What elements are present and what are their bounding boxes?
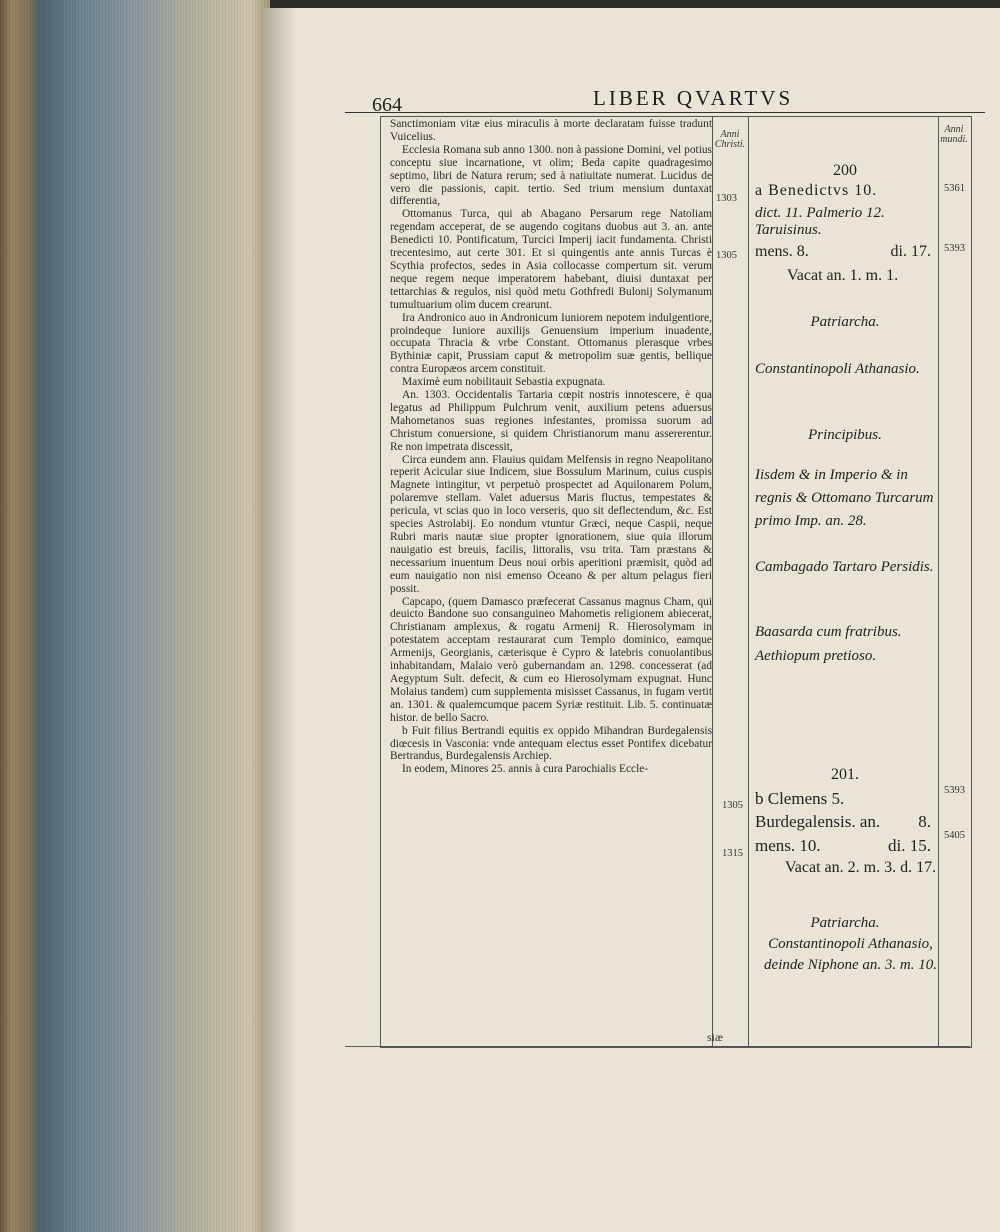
pontiff-name: a Benedictvs 10.: [755, 182, 878, 199]
year-anni-christi: 1305: [722, 800, 743, 811]
year-anni-mundi: 5393: [944, 785, 965, 796]
column-rule-1: [712, 116, 713, 1046]
pontiff-name: [755, 787, 935, 833]
column-rule-2: [748, 116, 749, 1046]
catchword: siæ: [707, 1030, 724, 1044]
pontiff-years: 8.: [918, 812, 931, 831]
patriarcha-heading: Patriarcha.: [810, 314, 880, 330]
paragraph: In eodem, Minores 25. annis à cura Parochialis Eccle-: [402, 763, 649, 776]
pontiff-detail: dict. 11. Palmerio 12. Taruisinus.: [755, 205, 885, 238]
pontiff-number: 200: [833, 162, 857, 179]
column-rule-3: [938, 116, 939, 1046]
anni-christi-header: Anni Christi.: [714, 129, 746, 150]
year-anni-christi: 1305: [716, 250, 737, 261]
days-value: di. 15.: [888, 836, 931, 855]
paragraph: Ecclesia Romana sub anno 1300. non à passione Domini, vel potius conceptu siue incarnatione, vt olim; Beda capite quadragesimo septimo, libri de Natura rerum; sed à natiuitate numerat. Lucidus de vero die passionis, capit. tertio. Sed trium mensium duntaxat differentia,: [390, 143, 712, 208]
anni-mundi-header: Anni mundi.: [940, 124, 968, 145]
ethiopian-ruler: Baasarda cum fratribus. Aethiopum pretioso.: [755, 624, 902, 664]
footer-rule: [345, 1046, 970, 1047]
patriarcha-heading: Patriarcha.: [810, 915, 880, 931]
paragraph: Capcapo, (quem Damasco præfecerat Cassanus magnus Cham, qui deuicto Bandone suo consanguineo Mahometis religionem abiecerat, Christianam amplexus, & rogatu Armenij R. Hierosolymam in potestatem acceptam restaurarat cum Templo dominico, eamque Armenijs, Georgianis, cæterisque è Cypro & latebris conuolantibus inhabitandam, Malaio verò gubernandam an. 1298. concesserat (ad Aegyptum Sult. defecit, & cum eo Hierosolymam expugnat. Hunc Molaius tandem) cum supplementa misisset Cassanus, in fugam vertit an. 1301. & qualemcumque pacem Syriæ restituit. Lib. 5. continuatæ histor. de bello Sacro.: [390, 595, 712, 724]
year-anni-christi: 1303: [716, 193, 737, 204]
paragraph: Ottomanus Turca, qui ab Abagano Persarum rege Natoliam regendam acceperat, de se augendo cogitans duobus aut 3. an. ante Benedicti 10. Pontificatum, Turcici Imperij iacit fundamenta. Christi trecentesimo, aut certe 301. Et si quingentis ante annis Turcas è Scythia profectos, sedes in Asia collocasse compertum sit. verum neque regem neque imperatorem habebant, diuisi duntaxat per tettarchias & regulos, nisi quòd metu Gothfredi Bulonij Solymanum tumultuarium olim ducem crearunt.: [390, 208, 712, 311]
pontiff-number: 201.: [831, 766, 859, 783]
page-number: 664: [372, 94, 402, 116]
paragraph: Ira Andronico auo in Andronicum Iuniorem nepotem indulgentiore, proindeque Iuniore auxilijs Genuensium imperium inuadente, occupata Thracia & vrbe Constant. Ottomanus plerasque vrbes Bythiniæ capit, Prussiam caput & metropolim suæ gentis, bellique contra Europæos arcem constituit.: [390, 311, 712, 376]
year-anni-mundi: 5361: [944, 183, 965, 194]
days-value: di. 17.: [890, 243, 931, 260]
paragraph: b Fuit filius Bertrandi equitis ex oppido Mihandran Burdegalensis diœcesis in Vasconia: vnde antequam electus esset Pontifex dicebatur Bertrandus, Burdegalensis Archiep.: [390, 724, 712, 763]
tartar-ruler: Cambagado Tartaro Persidis.: [755, 559, 934, 575]
patriarch-name: Constantinopoli Athanasio.: [755, 361, 920, 377]
year-anni-mundi: 5405: [944, 830, 965, 841]
vacat-line: Vacat an. 2. m. 3. d. 17.: [785, 859, 937, 876]
book-fore-edge: [0, 0, 270, 1232]
vacat-line: Vacat an. 1. m. 1.: [787, 267, 899, 284]
pontiff-months: [755, 243, 935, 261]
pontiff-name-text: b Clemens 5. Burdegalensis. an.: [755, 789, 881, 831]
paragraph: Sanctimoniam vitæ eius miraculis à morte declaratam fuisse tradunt Vuicelius.: [390, 118, 712, 143]
months-value: mens. 10.: [755, 836, 821, 855]
pontiff-months: [755, 836, 935, 856]
page-gutter-shadow: [262, 8, 296, 1232]
running-title: LIBER QVARTVS: [593, 86, 794, 110]
patriarch-name: Constantinopoli Athanasio, deinde Niphone an. 3. m. 10.: [764, 936, 937, 973]
rulers-note: Iisdem & in Imperio & in regnis & Ottomano Turcarum primo Imp. an. 28.: [755, 467, 934, 529]
year-anni-mundi: 5393: [944, 243, 965, 254]
paragraph: Circa eundem ann. Flauius quidam Melfensis in regno Neapolitano reperit Acicular siue Indicem, siue Bossulum Marinum, cuius cuspis Magnete intingitur, vt perpetuò prospectet ad Aquilonarem Polum, polaremve stellam. Valet aduersus Maris fluctus, tempestates & pericula, vt scias quo in loco verseris, quo sit deflectendum, &c. Est species Astrolabij. Eo nondum vtuntur Græci, neque Caspii, neque Rubri maris nautæ siue propter ignorationem, siue quia illorum nauigatio est breuis, facilis, littoralis, vsu trita. Tam præstans & necessarium inuentum Deus noui orbis aperitioni præmisit, quòd ad eum nauigatio non nisi emenso Oceano & per altum pelagus fieri possit.: [390, 453, 712, 595]
months-value: mens. 8.: [755, 243, 809, 260]
year-anni-christi: 1315: [722, 848, 743, 859]
principibus-heading: Principibus.: [808, 427, 882, 443]
main-text-column: [390, 118, 712, 776]
paragraph: An. 1303. Occidentalis Tartaria cœpit nostris innotescere, è qua legatus ad Philippum Pulchrum venit, auxilium petens aduersus Mahometanos suas regiones infestantes, promissa suorum ad Christum conuersione, si quidem Christianorum manu assererentur. Re non impetrata discessit,: [390, 389, 712, 453]
paragraph: Maximè eum nobilitauit Sebastia expugnata.: [402, 376, 606, 389]
header-rule: [345, 112, 985, 113]
